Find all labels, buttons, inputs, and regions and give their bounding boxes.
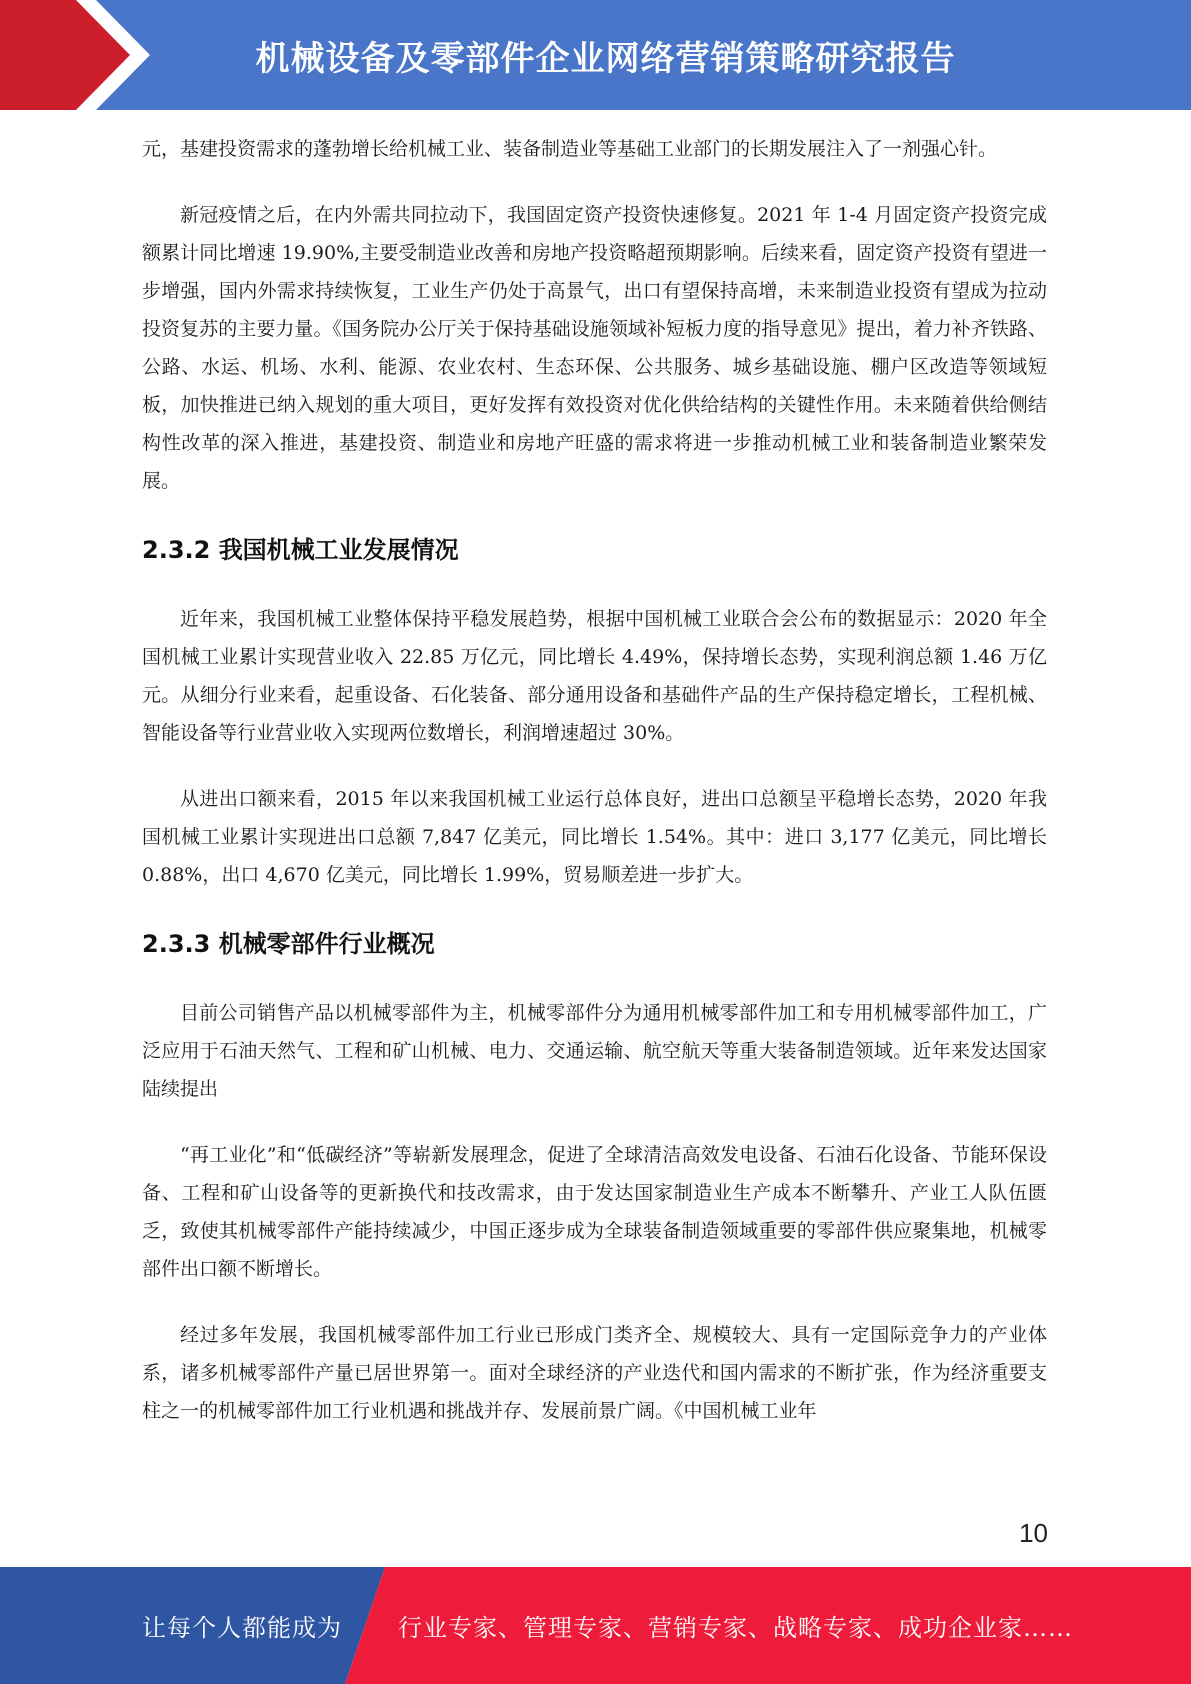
page-content bbox=[142, 130, 1047, 1430]
page-footer bbox=[0, 1567, 1191, 1684]
page-number: 10 bbox=[1019, 1518, 1048, 1548]
paragraph-industry-revenue: 近年来，我国机械工业整体保持平稳发展趋势，根据中国机械工业联合会公布的数据显示：2020 年全国机械工业累计实现营业收入 22.85 万亿元，同比增长 4.49%，保持增长态势，实现利润总额 1.46 万亿元。从细分行业来看，起重设备、石化装备、部分通用设备和基础件产品的生产保持稳定增长，工程机械、智能设备等行业营业收入实现两位数增长，利润增速超过 30%。 bbox=[142, 608, 1047, 744]
page-header bbox=[0, 0, 1191, 110]
footer-slogan-left: 让每个人都能成为 bbox=[142, 1614, 342, 1642]
section-heading-2-3-2: 2.3.2 我国机械工业发展情况 bbox=[142, 536, 459, 564]
paragraph-reindustrialization: “再工业化”和“低碳经济”等崭新发展理念，促进了全球清洁高效发电设备、石油石化设备、节能环保设备、工程和矿山设备等的更新换代和技改需求，由于发达国家制造业生产成本不断攀升、产业工人队伍匮乏，致使其机械零部件产能持续减少，中国正逐步成为全球装备制造领域重要的零部件供应聚集地，机械零部件出口额不断增长。 bbox=[142, 1144, 1047, 1280]
footer-slogan-right: 行业专家、管理专家、营销专家、战略专家、成功企业家…… bbox=[398, 1614, 1073, 1642]
paragraph-industry-system: 经过多年发展，我国机械零部件加工行业已形成门类齐全、规模较大、具有一定国际竞争力的产业体系，诸多机械零部件产量已居世界第一。面对全球经济的产业迭代和国内需求的不断扩张，作为经济重要支柱之一的机械零部件加工行业机遇和挑战并存、发展前景广阔。《中国机械工业年 bbox=[142, 1324, 1047, 1422]
paragraph-fixed-asset-investment: 新冠疫情之后，在内外需共同拉动下，我国固定资产投资快速修复。2021 年 1-4 月固定资产投资完成额累计同比增速 19.90%,主要受制造业改善和房地产投资略超预期影响。后续来看，固定资产投资有望进一步增强，国内外需求持续恢复，工业生产仍处于高景气，出口有望保持高增，未来制造业投资有望成为拉动投资复苏的主要力量。《国务院办公厅关于保持基础设施领域补短板力度的指导意见》提出，着力补齐铁路、公路、水运、机场、水利、能源、农业农村、生态环保、公共服务、城乡基础设施、棚户区改造等领域短板，加快推进已纳入规划的重大项目，更好发挥有效投资对优化供给结构的关键性作用。未来随着供给侧结构性改革的深入推进，基建投资、制造业和房地产旺盛的需求将进一步推动机械工业和装备制造业繁荣发展。 bbox=[142, 204, 1047, 492]
paragraph-company-products: 目前公司销售产品以机械零部件为主，机械零部件分为通用机械零部件加工和专用机械零部件加工，广泛应用于石油天然气、工程和矿山机械、电力、交通运输、航空航天等重大装备制造领域。近年来发达国家陆续提出 bbox=[142, 1002, 1047, 1100]
paragraph-import-export: 从进出口额来看，2015 年以来我国机械工业运行总体良好，进出口总额呈平稳增长态势，2020 年我国机械工业累计实现进出口总额 7,847 亿美元，同比增长 1.54%。其中：进口 3,177 亿美元，同比增长 0.88%，出口 4,670 亿美元，同比增长 1.99%，贸易顺差进一步扩大。 bbox=[142, 788, 1047, 886]
paragraph-continued: 元，基建投资需求的蓬勃增长给机械工业、装备制造业等基础工业部门的长期发展注入了一剂强心针。 bbox=[142, 138, 998, 160]
report-title: 机械设备及零部件企业网络营销策略研究报告 bbox=[255, 38, 956, 79]
section-heading-2-3-3: 2.3.3 机械零部件行业概况 bbox=[142, 930, 435, 958]
